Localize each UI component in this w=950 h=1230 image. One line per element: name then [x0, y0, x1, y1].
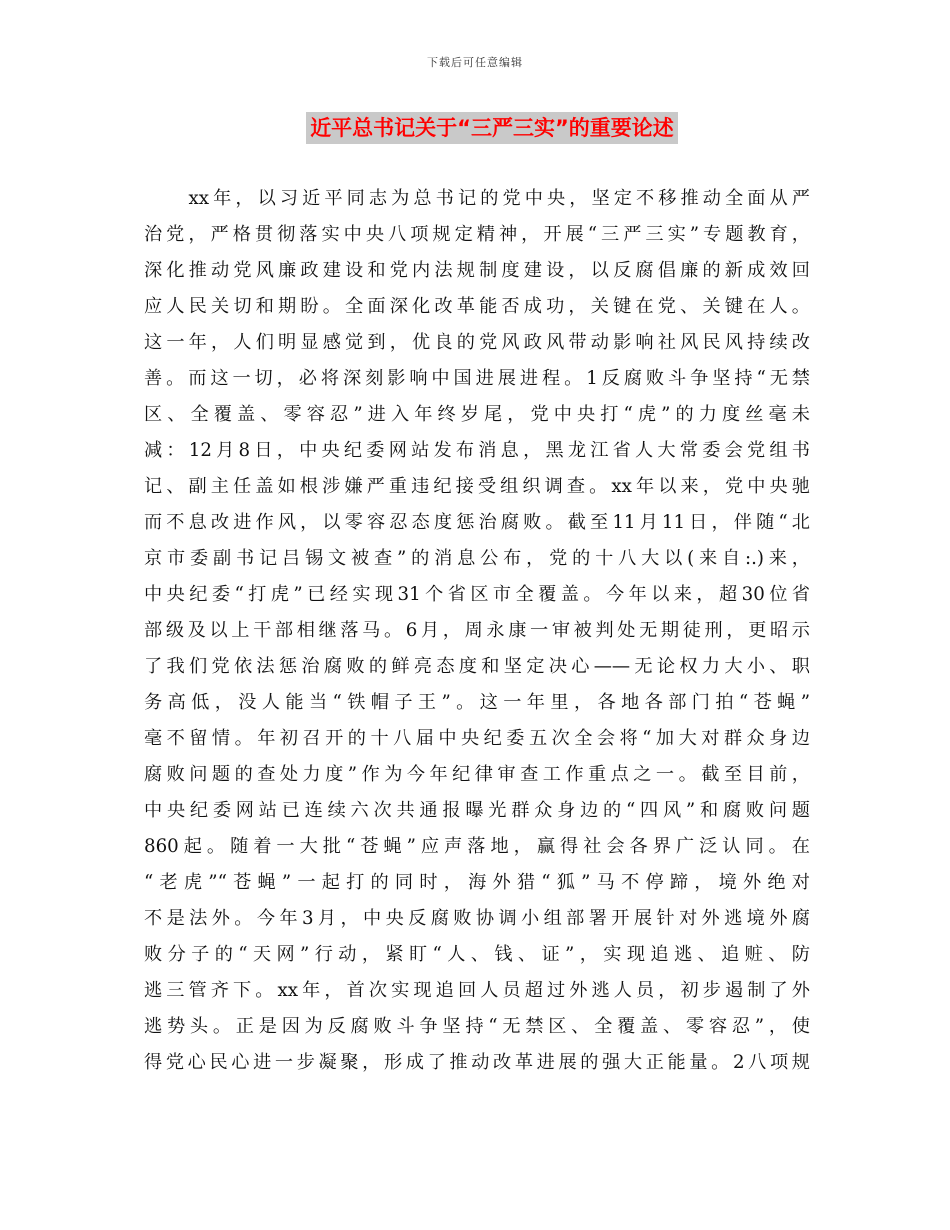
- paragraph-line: 务高低，没人能当“铁帽子王”。这一年里，各地各部门拍“苍蝇”: [144, 692, 810, 713]
- paragraph-line: 860起。随着一大批“苍蝇”应声落地，赢得社会各界广泛认同。在: [144, 836, 810, 857]
- paragraph-line: 善。而这一切，必将深刻影响中国进展进程。1反腐败斗争坚持“无禁: [144, 368, 810, 389]
- paragraph-line: 腐败问题的查处力度”作为今年纪律审查工作重点之一。截至目前，: [144, 764, 810, 785]
- paragraph-line: “老虎”“苍蝇”一起打的同时，海外猎“狐”马不停蹄，境外绝对: [144, 872, 810, 893]
- paragraph-line: 而不息改进作风，以零容忍态度惩治腐败。截至11月11日，伴随“北: [144, 512, 810, 533]
- paragraph-line: 应人民关切和期盼。全面深化改革能否成功，关键在党、关键在人。: [144, 296, 810, 317]
- paragraph-line: xx年，以习近平同志为总书记的党中央，坚定不移推动全面从严: [144, 188, 810, 209]
- paragraph-line: 部级及以上干部相继落马。6月，周永康一审被判处无期徒刑，更昭示: [144, 620, 810, 641]
- paragraph-line: 区、全覆盖、零容忍”进入年终岁尾，党中央打“虎”的力度丝毫未: [144, 404, 810, 425]
- paragraph-line: 京市委副书记吕锡文被查”的消息公布，党的十八大以(来自:.)来，: [144, 548, 810, 569]
- paragraph-line: 这一年，人们明显感觉到，优良的党风政风带动影响社风民风持续改: [144, 332, 810, 353]
- title-container: [0, 112, 950, 144]
- paragraph-line: 记、副主任盖如根涉嫌严重违纪接受组织调查。xx年以来，党中央驰: [144, 476, 810, 497]
- paragraph-line: 深化推动党风廉政建设和党内法规制度建设，以反腐倡廉的新成效回: [144, 260, 810, 281]
- paragraph-line: 逃势头。正是因为反腐败斗争坚持“无禁区、全覆盖、零容忍”，使: [144, 1016, 810, 1037]
- paragraph-line: 了我们党依法惩治腐败的鲜亮态度和坚定决心——无论权力大小、职: [144, 656, 810, 677]
- document-title: 近平总书记关于“三严三实”的重要论述: [306, 112, 678, 144]
- paragraph-line: 逃三管齐下。xx年，首次实现追回人员超过外逃人员，初步遏制了外: [144, 980, 810, 1001]
- paragraph-line: 中央纪委网站已连续六次共通报曝光群众身边的“四风”和腐败问题: [144, 800, 810, 821]
- paragraph-line: 得党心民心进一步凝聚，形成了推动改革进展的强大正能量。2八项规: [144, 1052, 810, 1073]
- body-paragraph: [144, 181, 810, 1081]
- paragraph-line: 不是法外。今年3月，中央反腐败协调小组部署开展针对外逃境外腐: [144, 908, 810, 929]
- paragraph-line: 中央纪委“打虎”已经实现31个省区市全覆盖。今年以来，超30位省: [144, 584, 810, 605]
- paragraph-line: 毫不留情。年初召开的十八届中央纪委五次全会将“加大对群众身边: [144, 728, 810, 749]
- paragraph-line: 败分子的“天网”行动，紧盯“人、钱、证”，实现追逃、追赃、防: [144, 944, 810, 965]
- paragraph-line: 减：12月8日，中央纪委网站发布消息，黑龙江省人大常委会党组书: [144, 440, 810, 461]
- header-note: 下载后可任意编辑: [427, 56, 523, 69]
- paragraph-line: 治党，严格贯彻落实中央八项规定精神，开展“三严三实”专题教育，: [144, 224, 810, 245]
